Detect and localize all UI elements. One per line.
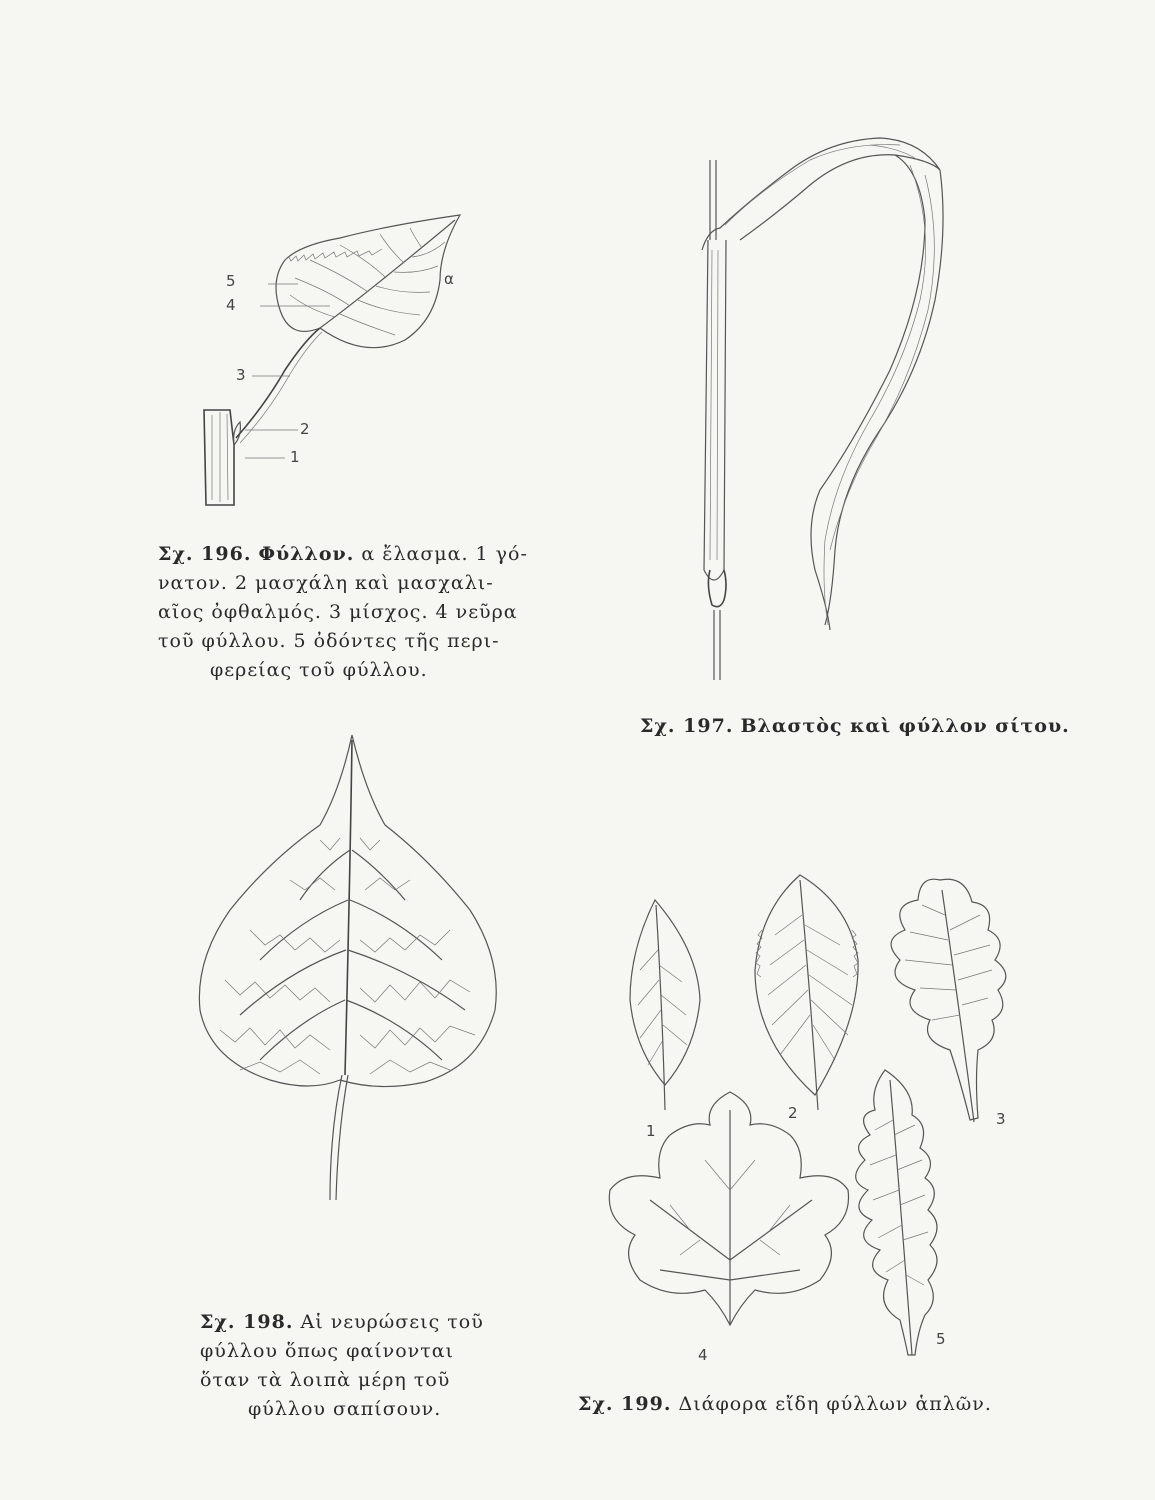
figure-199 <box>590 860 1040 1380</box>
label-alpha: α <box>444 270 454 288</box>
caption-196-number: Σχ. 196. <box>158 543 252 565</box>
figure-196 <box>190 200 490 520</box>
caption-197-number: Σχ. 197. <box>640 715 734 737</box>
label-leaf-4: 4 <box>698 1346 708 1364</box>
leaf-5-dentate-icon <box>856 1070 937 1355</box>
caption-197-title: Βλαστὸς καὶ φύλλον σίτου. <box>740 715 1070 737</box>
label-one: 1 <box>290 448 300 466</box>
caption-196-title: Φύλλον. <box>258 543 355 565</box>
caption-197 <box>640 712 1070 741</box>
label-four: 4 <box>226 296 236 314</box>
caption-199-title: Διάφορα εἴδη φύλλων ἁπλῶν. <box>678 1393 992 1415</box>
label-leaf-1: 1 <box>646 1122 656 1140</box>
label-two: 2 <box>300 420 310 438</box>
label-leaf-5: 5 <box>936 1330 946 1348</box>
figure-198-venation-drawing <box>180 730 510 1210</box>
figure-197-wheat-drawing <box>680 130 960 690</box>
leaf-2-serrate-icon <box>755 875 858 1110</box>
caption-196 <box>158 540 538 685</box>
label-leaf-2: 2 <box>788 1104 798 1122</box>
caption-198-line-1: Αἱ νευρώσεις τοῦ <box>300 1311 484 1333</box>
caption-198-number: Σχ. 198. <box>200 1311 294 1333</box>
label-three: 3 <box>236 366 246 384</box>
caption-199 <box>578 1390 1048 1419</box>
leaf-3-lobed-icon <box>891 879 1006 1122</box>
caption-196-line-5: φερείας τοῦ φύλλου. <box>210 659 428 681</box>
caption-198-line-3: ὅταν τὰ λοιπὰ μέρη τοῦ <box>200 1369 451 1391</box>
figure-198 <box>180 730 510 1210</box>
figure-199-leaves-drawing <box>590 860 1040 1380</box>
label-five: 5 <box>226 272 236 290</box>
figure-196-leaf-drawing <box>190 200 490 520</box>
caption-196-line-2: νατον. 2 μασχάλη καὶ μασχαλι- <box>158 572 494 594</box>
figure-197 <box>680 130 960 690</box>
caption-196-line-4: τοῦ φύλλου. 5 ὀδόντες τῆς περι- <box>158 630 500 652</box>
caption-199-number: Σχ. 199. <box>578 1393 672 1415</box>
caption-196-line-1: α ἔλασμα. 1 γό- <box>361 543 528 565</box>
leaf-1-entire-icon <box>630 900 700 1110</box>
caption-196-line-3: αῖος ὀφθαλμός. 3 μίσχος. 4 νεῦρα <box>158 601 518 623</box>
caption-198-line-4: φύλλου σαπίσουν. <box>248 1398 442 1420</box>
caption-198 <box>200 1308 510 1424</box>
caption-198-line-2: φύλλου ὅπως φαίνονται <box>200 1340 454 1362</box>
label-leaf-3: 3 <box>996 1110 1006 1128</box>
